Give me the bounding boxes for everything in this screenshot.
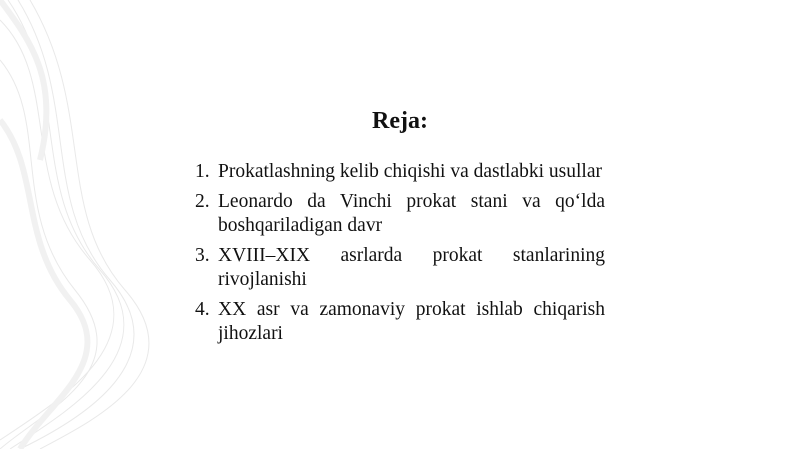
list-item-text: XX asr va zamonaviy prokat ishlab chiqarish jihozlari [218, 299, 605, 344]
list-item-text: Leonardo da Vinchi prokat stani va qo‘lda boshqariladigan davr [218, 191, 605, 236]
list-item-number: 3. [195, 245, 210, 266]
list-item-text: XVIII–XIX asrlarda prokat stanlarining rivojlanishi [218, 245, 605, 290]
slide-title: Reja: [372, 108, 428, 134]
list-item-number: 4. [195, 299, 210, 320]
list-item-number: 2. [195, 191, 210, 212]
plan-list [195, 160, 605, 352]
list-item [195, 298, 605, 346]
list-item-text: Prokatlashning kelib chiqishi va dastlabki usullar [218, 161, 602, 182]
list-item [195, 190, 605, 238]
list-item [195, 244, 605, 292]
list-item-number: 1. [195, 161, 210, 182]
list-item [195, 160, 605, 184]
